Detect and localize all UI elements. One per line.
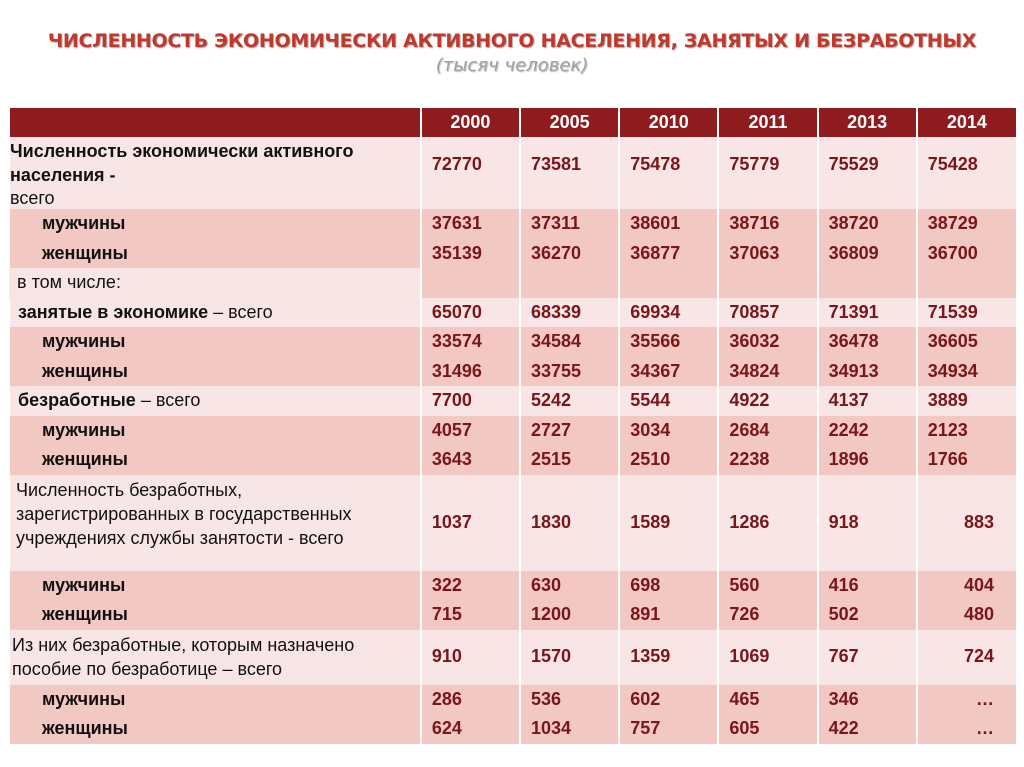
table-cell: 75529 — [818, 137, 917, 209]
page-subtitle: (тысяч человек) — [435, 55, 589, 76]
table-cell: 71539 — [917, 298, 1016, 328]
table-cell: 73581 — [520, 137, 619, 209]
table-cell: 560 726 — [718, 571, 817, 630]
table-cell: 37631 35139 — [421, 209, 520, 298]
table-cell: 36605 34934 — [917, 327, 1016, 386]
table-cell: 1589 — [619, 475, 718, 571]
table-cell: 404 480 — [917, 571, 1016, 630]
table-cell: 1830 — [520, 475, 619, 571]
table-cell: 37311 36270 — [520, 209, 619, 298]
table-row — [10, 630, 1016, 685]
row-label-line: женщины — [42, 360, 128, 381]
year-header: 2005 — [520, 108, 619, 137]
table-cell: 2727 2515 — [520, 416, 619, 475]
row-label-line: населения - — [10, 165, 116, 185]
table-cell: 286 624 — [421, 685, 520, 744]
page-title: ЧИСЛЕННОСТЬ ЭКОНОМИЧЕСКИ АКТИВНОГО НАСЕЛЕНИЯ, ЗАНЯТЫХ И БЕЗРАБОТНЫХ — [47, 30, 977, 52]
table-cell: 38716 37063 — [718, 209, 817, 298]
employment-table — [10, 108, 1016, 744]
table-cell: … … — [917, 685, 1016, 744]
table-row — [10, 327, 1016, 386]
year-header: 2011 — [718, 108, 817, 137]
row-label-line: женщины — [42, 718, 128, 738]
table-row — [10, 209, 1016, 298]
row-label — [10, 298, 421, 328]
row-label-line: Численность экономически активного — [10, 141, 354, 161]
table-cell: 918 — [818, 475, 917, 571]
table-cell: 4922 — [718, 386, 817, 416]
row-label-line: мужчины — [42, 213, 126, 233]
row-label-line: женщины — [42, 604, 128, 624]
table-row — [10, 475, 1016, 571]
table-cell: 2123 1766 — [917, 416, 1016, 475]
row-label-line: мужчины — [42, 574, 126, 595]
table-cell: 3034 2510 — [619, 416, 718, 475]
table-cell: 38601 36877 — [619, 209, 718, 298]
table-cell: 68339 — [520, 298, 619, 328]
year-header: 2010 — [619, 108, 718, 137]
row-label-line: мужчины — [42, 331, 126, 351]
table-cell: 2684 2238 — [718, 416, 817, 475]
table-cell: 75478 — [619, 137, 718, 209]
table-cell: 5544 — [619, 386, 718, 416]
table-cell: 630 1200 — [520, 571, 619, 630]
table-cell: 322 715 — [421, 571, 520, 630]
row-label: Из них безработные, которым назначено пособие по безработице – всего — [10, 630, 421, 685]
table-row — [10, 571, 1016, 630]
table-cell: 602 757 — [619, 685, 718, 744]
table-cell: 38729 36700 — [917, 209, 1016, 298]
table-cell: 4137 — [818, 386, 917, 416]
row-label-line: мужчины — [42, 688, 126, 709]
table-header-row — [10, 108, 1016, 137]
table-cell: 724 — [917, 630, 1016, 685]
table-cell: 75779 — [718, 137, 817, 209]
table-cell: 346 422 — [818, 685, 917, 744]
table-cell: 1069 — [718, 630, 817, 685]
row-label — [10, 685, 421, 744]
table-row — [10, 386, 1016, 416]
table-cell: 36478 34913 — [818, 327, 917, 386]
row-label — [10, 386, 421, 416]
row-label — [10, 209, 421, 298]
table-cell: 35566 34367 — [619, 327, 718, 386]
table-cell: 4057 3643 — [421, 416, 520, 475]
table-cell: 767 — [818, 630, 917, 685]
row-label-line: в том числе: — [9, 268, 420, 298]
table-cell: 416 502 — [818, 571, 917, 630]
table-row — [10, 416, 1016, 475]
table-cell: 1286 — [718, 475, 817, 571]
table-row — [10, 137, 1016, 209]
row-label — [10, 416, 421, 475]
year-header: 2013 — [818, 108, 917, 137]
table-cell: 65070 — [421, 298, 520, 328]
row-label-line: занятые в экономике – всего — [18, 301, 273, 322]
table-cell: 910 — [421, 630, 520, 685]
table-cell: 3889 — [917, 386, 1016, 416]
table-row — [10, 685, 1016, 744]
table-cell: 34584 33755 — [520, 327, 619, 386]
row-label-line: безработные – всего — [18, 390, 201, 410]
table-cell: 1570 — [520, 630, 619, 685]
row-label-line: мужчины — [42, 419, 126, 440]
row-label-line: женщины — [42, 449, 128, 469]
row-label-line: женщины — [42, 242, 128, 263]
row-label-line: всего — [10, 188, 55, 208]
row-label — [10, 571, 421, 630]
table-cell: 1037 — [421, 475, 520, 571]
table-cell: 38720 36809 — [818, 209, 917, 298]
table-cell: 465 605 — [718, 685, 817, 744]
table-cell: 5242 — [520, 386, 619, 416]
table-row — [10, 298, 1016, 328]
year-header: 2014 — [917, 108, 1016, 137]
table-cell: 7700 — [421, 386, 520, 416]
table-cell: 69934 — [619, 298, 718, 328]
table-cell: 1359 — [619, 630, 718, 685]
table-cell: 70857 — [718, 298, 817, 328]
table-cell: 536 1034 — [520, 685, 619, 744]
year-header: 2000 — [421, 108, 520, 137]
row-label — [10, 327, 421, 386]
table-cell: 72770 — [421, 137, 520, 209]
table-cell: 698 891 — [619, 571, 718, 630]
row-label: Численность безработных, зарегистрированных в государственных учреждениях службы занятости - всего — [10, 475, 421, 571]
table-cell: 33574 31496 — [421, 327, 520, 386]
table-cell: 36032 34824 — [718, 327, 817, 386]
row-label — [10, 137, 421, 209]
header-corner — [10, 108, 421, 137]
table-cell: 883 — [917, 475, 1016, 571]
table-cell: 71391 — [818, 298, 917, 328]
table-cell: 75428 — [917, 137, 1016, 209]
table-cell: 2242 1896 — [818, 416, 917, 475]
